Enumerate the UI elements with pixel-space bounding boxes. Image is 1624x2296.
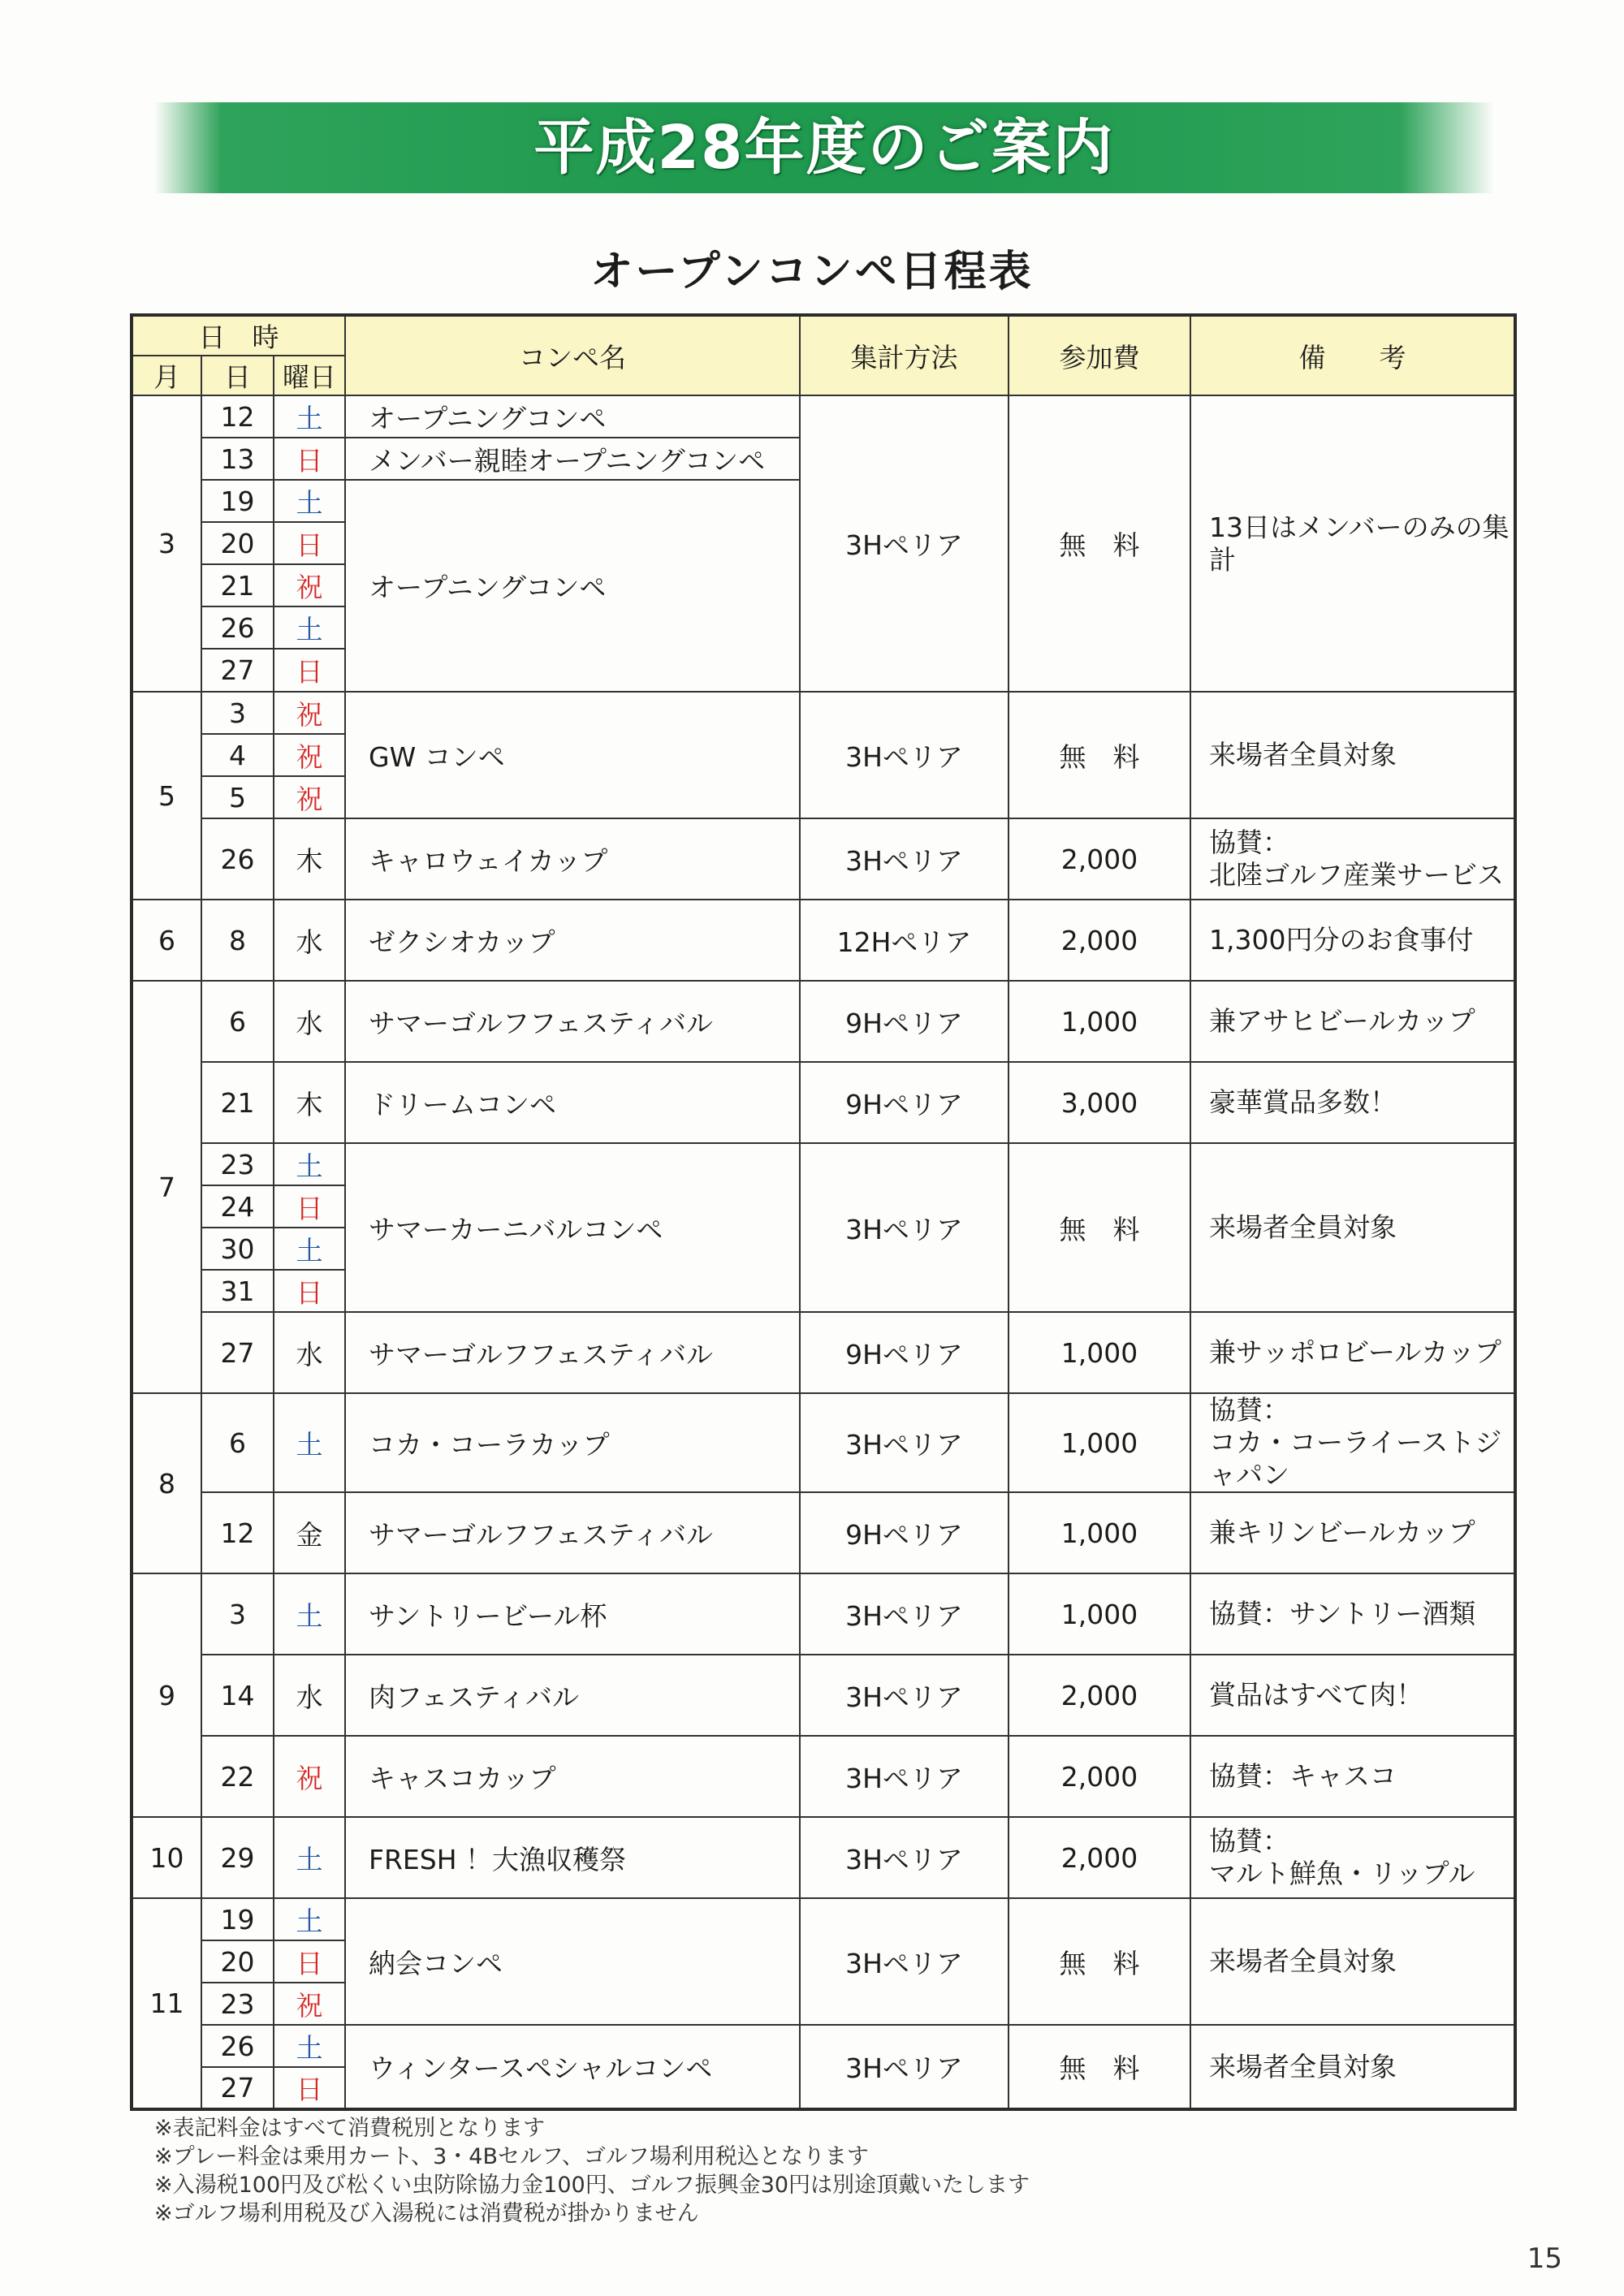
competition-name-cell: ドリームコンペ: [345, 1062, 800, 1143]
weekday-cell: 水: [274, 900, 345, 981]
scoring-method-cell: 3Hペリア: [800, 1817, 1009, 1898]
weekday-cell: 土: [274, 2025, 345, 2067]
remarks-cell: 賞品はすべて肉！: [1190, 1655, 1515, 1736]
weekday-cell: 土: [274, 395, 345, 438]
competition-name-cell: サマーゴルフフェスティバル: [345, 1492, 800, 1573]
scoring-method-cell: 12Hペリア: [800, 900, 1009, 981]
entry-fee-cell: 無 料: [1009, 1143, 1190, 1312]
scoring-method-cell: 3Hペリア: [800, 1143, 1009, 1312]
day-cell: 5: [201, 776, 274, 818]
weekday-cell: 日: [274, 1270, 345, 1312]
table-row: [132, 1736, 1515, 1817]
scoring-method-cell: 9Hペリア: [800, 981, 1009, 1062]
competition-name-cell: サマーゴルフフェスティバル: [345, 1312, 800, 1393]
remarks-cell: 13日はメンバーのみの集計: [1190, 395, 1515, 692]
table-row: [132, 1655, 1515, 1736]
competition-name-cell: GW コンペ: [345, 692, 800, 818]
month-cell: 6: [132, 900, 201, 981]
day-cell: 21: [201, 1062, 274, 1143]
table-row: [132, 1573, 1515, 1655]
day-cell: 4: [201, 734, 274, 776]
weekday-cell: 金: [274, 1492, 345, 1573]
day-cell: 8: [201, 900, 274, 981]
day-cell: 12: [201, 1492, 274, 1573]
month-cell: 10: [132, 1817, 201, 1898]
entry-fee-cell: 2,000: [1009, 900, 1190, 981]
entry-fee-cell: 2,000: [1009, 1817, 1190, 1898]
weekday-cell: 土: [274, 1143, 345, 1185]
day-cell: 26: [201, 818, 274, 900]
header-fee: 参加費: [1009, 315, 1190, 395]
header-day: 日: [201, 356, 274, 395]
header-method: 集計方法: [800, 315, 1009, 395]
day-cell: 27: [201, 649, 274, 692]
weekday-cell: 祝: [274, 692, 345, 734]
entry-fee-cell: 3,000: [1009, 1062, 1190, 1143]
weekday-cell: 日: [274, 649, 345, 692]
weekday-cell: 水: [274, 981, 345, 1062]
header-remarks: 備 考: [1190, 315, 1515, 395]
remarks-cell: 来場者全員対象: [1190, 1143, 1515, 1312]
header-weekday: 曜日: [274, 356, 345, 395]
remarks-cell: 1,300円分のお食事付: [1190, 900, 1515, 981]
day-cell: 14: [201, 1655, 274, 1736]
table-row: [132, 1898, 1515, 1940]
remarks-cell: 協賛：キャスコ: [1190, 1736, 1515, 1817]
competition-name-cell: メンバー親睦オープニングコンペ: [345, 438, 800, 480]
weekday-cell: 土: [274, 1573, 345, 1655]
scoring-method-cell: 9Hペリア: [800, 1062, 1009, 1143]
scoring-method-cell: 3Hペリア: [800, 2025, 1009, 2109]
competition-name-cell: サマーゴルフフェスティバル: [345, 981, 800, 1062]
table-row: [132, 1312, 1515, 1393]
entry-fee-cell: 無 料: [1009, 2025, 1190, 2109]
remarks-cell: 協賛：サントリー酒類: [1190, 1573, 1515, 1655]
table-row: [132, 1393, 1515, 1492]
remarks-cell: 来場者全員対象: [1190, 692, 1515, 818]
footnote: ※プレー料金は乗用カート、3・4Bセルフ、ゴルフ場利用税込となります: [154, 2144, 869, 2169]
day-cell: 27: [201, 1312, 274, 1393]
day-cell: 19: [201, 480, 274, 522]
weekday-cell: 日: [274, 2067, 345, 2109]
weekday-cell: 木: [274, 1062, 345, 1143]
day-cell: 21: [201, 564, 274, 606]
entry-fee-cell: 1,000: [1009, 1393, 1190, 1492]
weekday-cell: 日: [274, 1940, 345, 1983]
competition-name-cell: キャスコカップ: [345, 1736, 800, 1817]
weekday-cell: 日: [274, 522, 345, 564]
entry-fee-cell: 無 料: [1009, 692, 1190, 818]
day-cell: 30: [201, 1228, 274, 1270]
day-cell: 26: [201, 2025, 274, 2067]
weekday-cell: 土: [274, 1817, 345, 1898]
page-title: 平成28年度のご案内: [533, 113, 1115, 183]
weekday-cell: 木: [274, 818, 345, 900]
table-row: [132, 1817, 1515, 1898]
remarks-cell: 協賛： 北陸ゴルフ産業サービス: [1190, 818, 1515, 900]
entry-fee-cell: 1,000: [1009, 981, 1190, 1062]
scoring-method-cell: 9Hペリア: [800, 1492, 1009, 1573]
entry-fee-cell: 無 料: [1009, 1898, 1190, 2025]
month-cell: 9: [132, 1573, 201, 1817]
remarks-cell: 来場者全員対象: [1190, 1898, 1515, 2025]
competition-name-cell: キャロウェイカップ: [345, 818, 800, 900]
table-row: [132, 1143, 1515, 1185]
day-cell: 6: [201, 981, 274, 1062]
remarks-cell: 協賛： コカ・コーライーストジャパン: [1190, 1393, 1515, 1492]
weekday-cell: 日: [274, 438, 345, 480]
table-row: [132, 1062, 1515, 1143]
day-cell: 13: [201, 438, 274, 480]
table-row: [132, 2025, 1515, 2067]
day-cell: 29: [201, 1817, 274, 1898]
entry-fee-cell: 2,000: [1009, 818, 1190, 900]
footnote: ※表記料金はすべて消費税別となります: [154, 2116, 546, 2141]
weekday-cell: 水: [274, 1312, 345, 1393]
entry-fee-cell: 1,000: [1009, 1312, 1190, 1393]
entry-fee-cell: 1,000: [1009, 1573, 1190, 1655]
scoring-method-cell: 3Hペリア: [800, 1393, 1009, 1492]
weekday-cell: 土: [274, 606, 345, 649]
remarks-cell: 豪華賞品多数！: [1190, 1062, 1515, 1143]
weekday-cell: 土: [274, 1393, 345, 1492]
entry-fee-cell: 2,000: [1009, 1655, 1190, 1736]
remarks-cell: 来場者全員対象: [1190, 2025, 1515, 2109]
month-cell: 7: [132, 981, 201, 1393]
competition-name-cell: オープニングコンペ: [345, 480, 800, 692]
scoring-method-cell: 3Hペリア: [800, 1898, 1009, 2025]
day-cell: 12: [201, 395, 274, 438]
table-row: [132, 818, 1515, 900]
competition-name-cell: サマーカーニバルコンペ: [345, 1143, 800, 1312]
entry-fee-cell: 2,000: [1009, 1736, 1190, 1817]
page-number: 15: [1527, 2242, 1562, 2275]
scoring-method-cell: 3Hペリア: [800, 818, 1009, 900]
weekday-cell: 祝: [274, 564, 345, 606]
day-cell: 6: [201, 1393, 274, 1492]
weekday-cell: 祝: [274, 776, 345, 818]
competition-name-cell: オープニングコンペ: [345, 395, 800, 438]
remarks-cell: 兼キリンビールカップ: [1190, 1492, 1515, 1573]
table-row: [132, 395, 1515, 438]
footnotes: [154, 2114, 1030, 2228]
weekday-cell: 祝: [274, 734, 345, 776]
entry-fee-cell: 1,000: [1009, 1492, 1190, 1573]
title-banner: [154, 102, 1494, 193]
month-cell: 3: [132, 395, 201, 692]
weekday-cell: 土: [274, 1228, 345, 1270]
day-cell: 20: [201, 522, 274, 564]
competition-name-cell: 納会コンペ: [345, 1898, 800, 2025]
scoring-method-cell: 9Hペリア: [800, 1312, 1009, 1393]
day-cell: 3: [201, 1573, 274, 1655]
scoring-method-cell: 3Hペリア: [800, 692, 1009, 818]
day-cell: 27: [201, 2067, 274, 2109]
scoring-method-cell: 3Hペリア: [800, 1736, 1009, 1817]
day-cell: 20: [201, 1940, 274, 1983]
weekday-cell: 祝: [274, 1736, 345, 1817]
header-datetime: 日 時: [132, 315, 345, 356]
remarks-cell: 兼サッポロビールカップ: [1190, 1312, 1515, 1393]
competition-schedule-table: [130, 313, 1517, 2111]
competition-name-cell: 肉フェスティバル: [345, 1655, 800, 1736]
day-cell: 26: [201, 606, 274, 649]
weekday-cell: 祝: [274, 1983, 345, 2025]
entry-fee-cell: 無 料: [1009, 395, 1190, 692]
remarks-cell: 兼アサヒビールカップ: [1190, 981, 1515, 1062]
day-cell: 3: [201, 692, 274, 734]
weekday-cell: 日: [274, 1185, 345, 1228]
month-cell: 11: [132, 1898, 201, 2109]
month-cell: 8: [132, 1393, 201, 1573]
competition-name-cell: サントリービール杯: [345, 1573, 800, 1655]
footnote: ※ゴルフ場利用税及び入湯税には消費税が掛かりません: [154, 2201, 699, 2226]
schedule-title: オープンコンペ日程表: [590, 248, 1034, 296]
table-row: [132, 900, 1515, 981]
weekday-cell: 水: [274, 1655, 345, 1736]
scoring-method-cell: 3Hペリア: [800, 395, 1009, 692]
weekday-cell: 土: [274, 1898, 345, 1940]
scoring-method-cell: 3Hペリア: [800, 1573, 1009, 1655]
month-cell: 5: [132, 692, 201, 900]
scoring-method-cell: 3Hペリア: [800, 1655, 1009, 1736]
day-cell: 19: [201, 1898, 274, 1940]
table-row: [132, 692, 1515, 734]
day-cell: 23: [201, 1983, 274, 2025]
competition-name-cell: ウィンタースペシャルコンペ: [345, 2025, 800, 2109]
header-month: 月: [132, 356, 201, 395]
day-cell: 22: [201, 1736, 274, 1817]
footnote: ※入湯税100円及び松くい虫防除協力金100円、ゴルフ振興金30円は別途頂戴いたします: [154, 2173, 1030, 2198]
competition-name-cell: FRESH ！大漁収穫祭: [345, 1817, 800, 1898]
competition-name-cell: ゼクシオカップ: [345, 900, 800, 981]
day-cell: 31: [201, 1270, 274, 1312]
day-cell: 24: [201, 1185, 274, 1228]
table-row: [132, 981, 1515, 1062]
table-row: [132, 1492, 1515, 1573]
weekday-cell: 土: [274, 480, 345, 522]
header-name: コンペ名: [345, 315, 800, 395]
day-cell: 23: [201, 1143, 274, 1185]
schedule-body: [132, 395, 1515, 2109]
remarks-cell: 協賛： マルト鮮魚・リップル: [1190, 1817, 1515, 1898]
competition-name-cell: コカ・コーラカップ: [345, 1393, 800, 1492]
